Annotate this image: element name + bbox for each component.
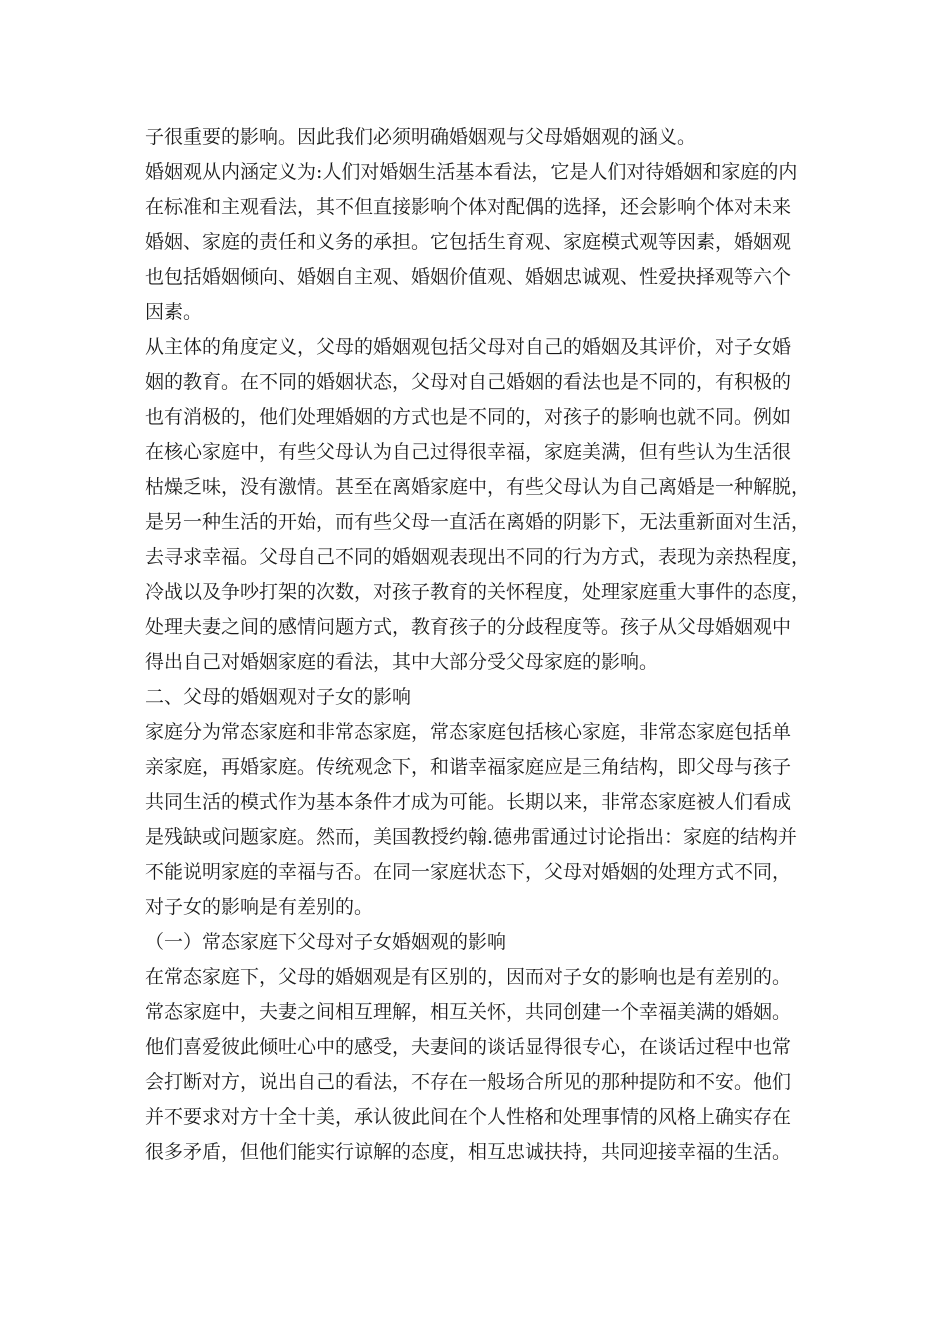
text-line: 枯燥乏味，没有激情。甚至在离婚家庭中，有些父母认为自己离婚是一种解脱，	[145, 476, 811, 498]
text-line: 婚姻、家庭的责任和义务的承担。它包括生育观、家庭模式观等因素，婚姻观	[145, 231, 792, 253]
text-line: 得出自己对婚姻家庭的看法，其中大部分受父母家庭的影响。	[145, 651, 659, 673]
text-line: 冷战以及争吵打架的次数，对孩子教育的关怀程度，处理家庭重大事件的态度，	[145, 581, 811, 603]
text-line: 在常态家庭下，父母的婚姻观是有区别的，因而对子女的影响也是有差别的。	[145, 966, 792, 988]
text-line: 他们喜爱彼此倾吐心中的感受，夫妻间的谈话显得很专心，在谈话过程中也常	[145, 1036, 792, 1058]
text-line: 不能说明家庭的幸福与否。在同一家庭状态下，父母对婚姻的处理方式不同，	[145, 861, 792, 883]
text-line: 对子女的影响是有差别的。	[145, 896, 374, 918]
section-heading: 二、父母的婚姻观对子女的影响	[145, 686, 412, 708]
document-body	[145, 120, 815, 1170]
text-line: 处理夫妻之间的感情问题方式，教育孩子的分歧程度等。孩子从父母婚姻观中	[145, 616, 792, 638]
text-line: 在核心家庭中，有些父母认为自己过得很幸福，家庭美满，但有些认为生活很	[145, 441, 792, 463]
text-line: 共同生活的模式作为基本条件才成为可能。长期以来，非常态家庭被人们看成	[145, 791, 792, 813]
text-line: 从主体的角度定义，父母的婚姻观包括父母对自己的婚姻及其评价，对子女婚	[145, 336, 792, 358]
text-line: 常态家庭中，夫妻之间相互理解，相互关怀，共同创建一个幸福美满的婚姻。	[145, 1001, 792, 1023]
text-line: 因素。	[145, 301, 203, 323]
text-line: 很多矛盾，但他们能实行谅解的态度，相互忠诚扶持，共同迎接幸福的生活。	[145, 1141, 792, 1163]
text-line: 姻的教育。在不同的婚姻状态，父母对自己婚姻的看法也是不同的，有积极的	[145, 371, 792, 393]
text-line: 家庭分为常态家庭和非常态家庭，常态家庭包括核心家庭，非常态家庭包括单	[145, 721, 792, 743]
text-line: 会打断对方，说出自己的看法，不存在一般场合所见的那种提防和不安。他们	[145, 1071, 792, 1093]
text-line: 在标准和主观看法，其不但直接影响个体对配偶的选择，还会影响个体对未来	[145, 196, 792, 218]
subsection-heading: （一）常态家庭下父母对子女婚姻观的影响	[145, 931, 507, 953]
text-line: 也包括婚姻倾向、婚姻自主观、婚姻价值观、婚姻忠诚观、性爱抉择观等六个	[145, 266, 792, 288]
text-line: 也有消极的，他们处理婚姻的方式也是不同的，对孩子的影响也就不同。例如	[145, 406, 792, 428]
text-line: 亲家庭，再婚家庭。传统观念下，和谐幸福家庭应是三角结构，即父母与孩子	[145, 756, 792, 778]
text-line: 子很重要的影响。因此我们必须明确婚姻观与父母婚姻观的涵义。	[145, 126, 697, 148]
text-line: 去寻求幸福。父母自己不同的婚姻观表现出不同的行为方式，表现为亲热程度，	[145, 546, 811, 568]
text-line: 并不要求对方十全十美，承认彼此间在个人性格和处理事情的风格上确实存在	[145, 1106, 792, 1128]
text-line: 是残缺或问题家庭。然而，美国教授约翰.德弗雷通过讨论指出：家庭的结构并	[145, 826, 798, 848]
text-line: 是另一种生活的开始，而有些父母一直活在离婚的阴影下，无法重新面对生活，	[145, 511, 811, 533]
text-line: 婚姻观从内涵定义为:人们对婚姻生活基本看法，它是人们对待婚姻和家庭的内	[145, 161, 798, 183]
